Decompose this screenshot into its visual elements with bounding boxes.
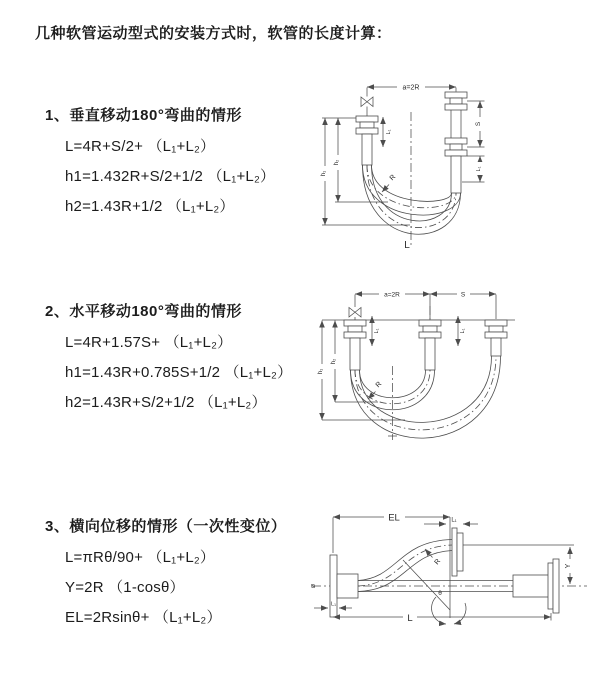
- axis-mark: Ø: [311, 583, 317, 589]
- section-2: [45, 300, 335, 418]
- formula-h1: h1=1.43R+0.785S+1/2 （L₁+L₂）: [65, 364, 293, 381]
- dim-label-s: S: [460, 291, 466, 299]
- radius-label: R: [433, 557, 443, 567]
- diagram-lateral-displacement: [300, 500, 600, 675]
- hose-curves: [363, 165, 461, 234]
- diagram-vertical-bend: [310, 70, 600, 260]
- radius-label: R: [374, 380, 384, 390]
- dim-label-y: Y: [565, 563, 572, 569]
- section-1-formulas: [45, 132, 335, 222]
- dim-label-el: EL: [388, 512, 400, 524]
- dim-label-h2: h₂: [331, 358, 337, 365]
- valve-icon: [349, 308, 361, 321]
- length-label: L: [407, 612, 413, 624]
- diagram-horizontal-bend: [310, 280, 600, 470]
- diagram-labels: [318, 290, 471, 389]
- pipe-fittings: [344, 320, 507, 370]
- section-1: [45, 104, 335, 222]
- pipe-fittings: [312, 528, 587, 617]
- dim-label-l1-mid: L₁: [460, 328, 466, 334]
- page-title: 几种软管运动型式的安装方式时，软管的长度计算：: [35, 25, 392, 42]
- section-3: [45, 515, 335, 633]
- dim-label-h2: h₂: [334, 159, 340, 166]
- dim-label-l1-top: L₁: [451, 517, 457, 524]
- formula-h2: h2=1.43R+S/2+1/2 （L₁+L₂）: [65, 394, 267, 411]
- radius-label: R: [388, 173, 398, 183]
- formula-el: EL=2Rsinθ+ （L₁+L₂）: [65, 609, 222, 626]
- dim-label-l1-left: L₁: [374, 328, 380, 334]
- dim-label-h1: h₁: [321, 170, 327, 177]
- dimension-lines: [314, 517, 574, 624]
- formula-y: Y=2R （1-cosθ）: [65, 579, 185, 596]
- valve-icon: [361, 97, 373, 116]
- dim-label-l1-bottom: L₁: [331, 601, 336, 608]
- section-2-heading: 2、水平移动180°弯曲的情形: [45, 303, 242, 320]
- formula-h1: h1=1.432R+S/2+1/2 （L₁+L₂）: [65, 168, 276, 185]
- dim-label-l1-right: L₁: [476, 166, 482, 172]
- formula-l: L=πRθ/90+ （L₁+L₂）: [65, 549, 216, 566]
- angle-theta-label: θ: [438, 590, 442, 597]
- diagram-labels: [311, 512, 575, 624]
- dim-label-a2r: a=2R: [384, 291, 400, 299]
- formula-l: L=4R+S/2+ （L₁+L₂）: [65, 138, 216, 155]
- section-3-formulas: [45, 543, 335, 633]
- formula-l: L=4R+1.57S+ （L₁+L₂）: [65, 334, 233, 351]
- section-3-heading: 3、横向位移的情形（一次性变位）: [45, 518, 287, 535]
- dim-label-s: S: [475, 121, 482, 127]
- dim-label-l1-left: L₁: [386, 129, 392, 135]
- dim-label-a2r: a=2R: [402, 84, 420, 92]
- length-label: L: [404, 240, 410, 251]
- section-1-heading: 1、垂直移动180°弯曲的情形: [45, 107, 242, 124]
- dim-label-h1: h₁: [318, 368, 324, 375]
- section-2-formulas: [45, 328, 335, 418]
- formula-h2: h2=1.43R+1/2 （L₁+L₂）: [65, 198, 235, 215]
